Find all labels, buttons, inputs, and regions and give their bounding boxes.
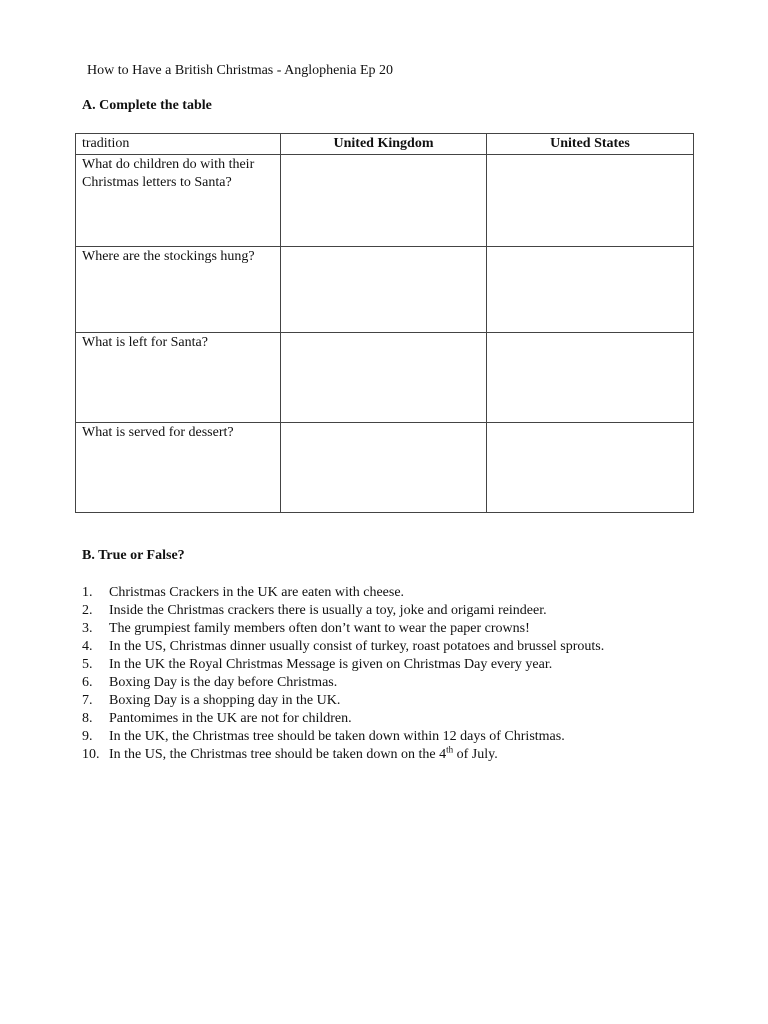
traditions-table	[75, 133, 694, 513]
item-statement: Boxing Day is a shopping day in the UK.	[109, 693, 341, 708]
table-header-row	[76, 134, 694, 155]
item-number: 5.	[82, 657, 93, 672]
item-number: 10.	[82, 747, 100, 762]
list-item	[82, 746, 722, 764]
item-number: 7.	[82, 693, 93, 708]
tradition-question: What is served for dessert?	[76, 423, 281, 513]
true-false-list	[82, 584, 722, 764]
section-a-heading: A. Complete the table	[82, 98, 212, 113]
list-item	[82, 584, 722, 602]
item-statement: Boxing Day is the day before Christmas.	[109, 675, 338, 690]
column-header-united-states: United States	[487, 134, 694, 155]
item-statement: The grumpiest family members often don’t want to wear the paper crowns!	[109, 621, 530, 636]
document-title: How to Have a British Christmas - Anglophenia Ep 20	[87, 63, 394, 78]
column-header-united-kingdom: United Kingdom	[281, 134, 487, 155]
item-statement: In the US, Christmas dinner usually consist of turkey, roast potatoes and brussel sprouts.	[109, 639, 605, 654]
item-number: 9.	[82, 729, 93, 744]
statement-text-after: of July.	[453, 747, 498, 762]
list-item	[82, 602, 722, 620]
item-number: 2.	[82, 603, 93, 618]
us-answer-cell[interactable]	[487, 333, 694, 423]
item-number: 8.	[82, 711, 93, 726]
us-answer-cell[interactable]	[487, 247, 694, 333]
us-answer-cell[interactable]	[487, 423, 694, 513]
table-row	[76, 423, 694, 513]
ordinal-superscript: th	[446, 744, 454, 755]
item-statement: Christmas Crackers in the UK are eaten with cheese.	[109, 585, 405, 600]
statement-text-before: In the US, the Christmas tree should be taken down on the 4	[109, 747, 447, 762]
uk-answer-cell[interactable]	[281, 423, 487, 513]
table-row	[76, 247, 694, 333]
column-header-tradition: tradition	[76, 134, 281, 155]
uk-answer-cell[interactable]	[281, 155, 487, 247]
item-number: 4.	[82, 639, 93, 654]
item-number: 1.	[82, 585, 93, 600]
uk-answer-cell[interactable]	[281, 333, 487, 423]
item-statement: Inside the Christmas crackers there is usually a toy, joke and origami reindeer.	[109, 603, 547, 618]
list-item	[82, 638, 722, 656]
tradition-question: What is left for Santa?	[76, 333, 281, 423]
list-item	[82, 692, 722, 710]
list-item	[82, 674, 722, 692]
section-b-heading: B. True or False?	[82, 548, 185, 563]
item-statement: In the UK, the Christmas tree should be taken down within 12 days of Christmas.	[109, 729, 565, 744]
item-statement: Pantomimes in the UK are not for children.	[109, 711, 352, 726]
list-item	[82, 620, 722, 638]
uk-answer-cell[interactable]	[281, 247, 487, 333]
tradition-question: Where are the stockings hung?	[76, 247, 281, 333]
list-item	[82, 656, 722, 674]
item-statement: In the UK the Royal Christmas Message is given on Christmas Day every year.	[109, 657, 553, 672]
table-row	[76, 155, 694, 247]
table-row	[76, 333, 694, 423]
list-item	[82, 710, 722, 728]
tradition-question: What do children do with their Christmas letters to Santa?	[76, 155, 281, 247]
item-number: 6.	[82, 675, 93, 690]
item-number: 3.	[82, 621, 93, 636]
item-statement	[109, 746, 498, 764]
list-item	[82, 728, 722, 746]
us-answer-cell[interactable]	[487, 155, 694, 247]
